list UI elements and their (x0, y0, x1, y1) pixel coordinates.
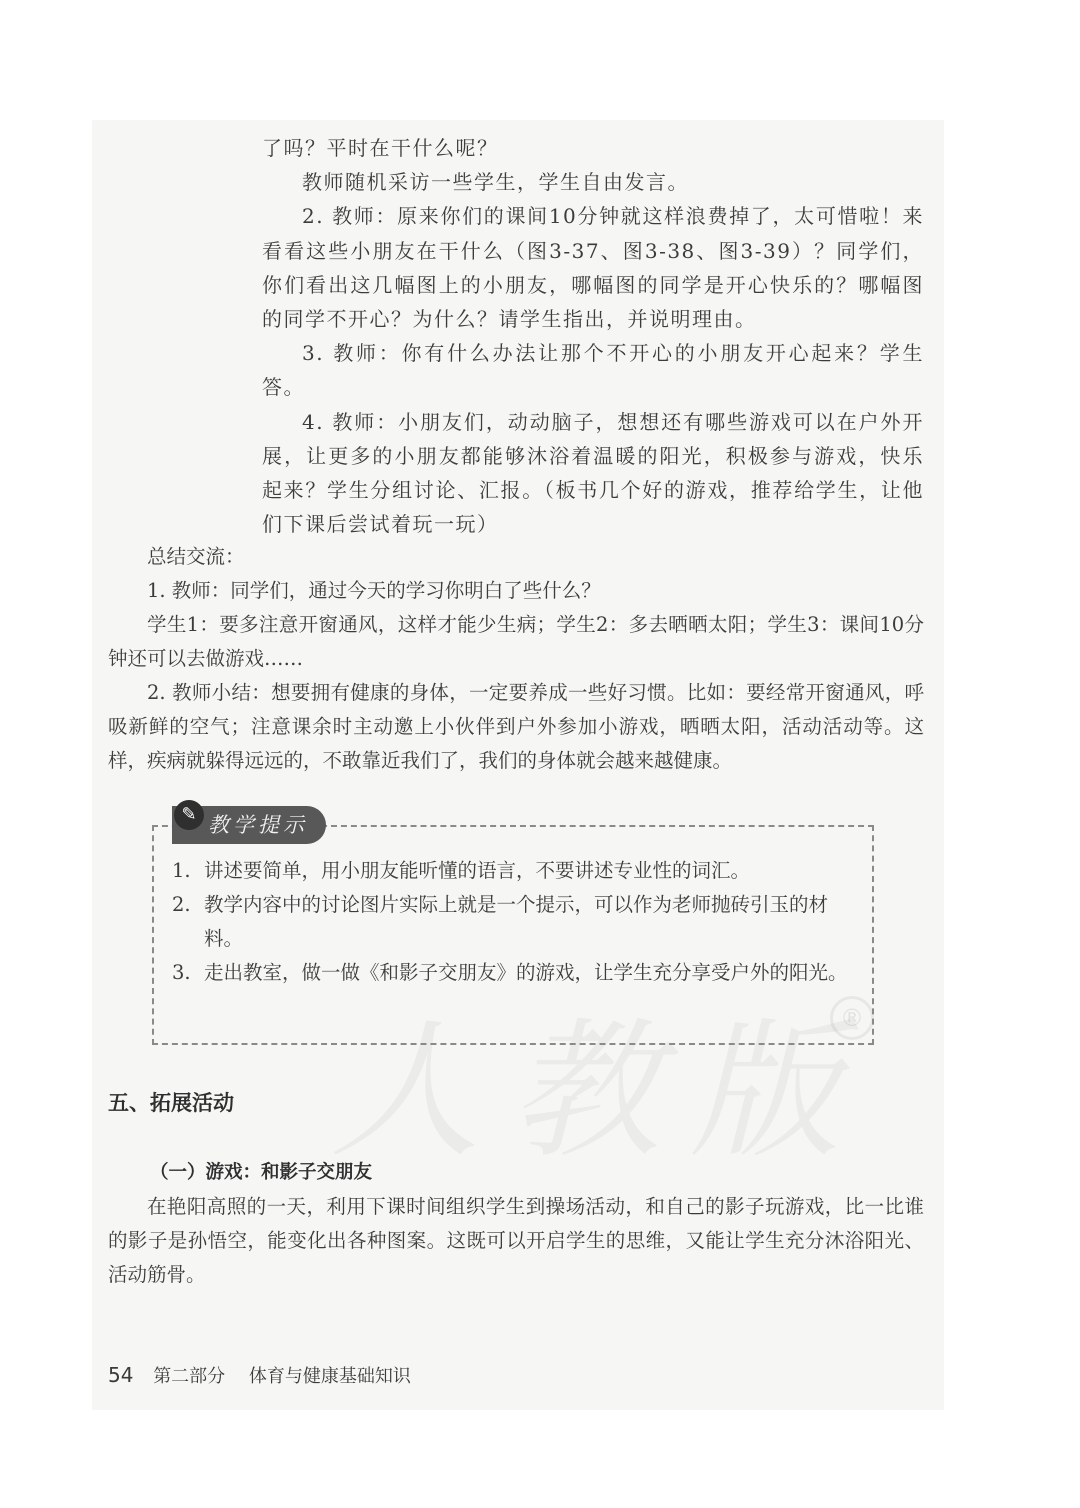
teaching-tips-list (172, 854, 858, 990)
tip-number: 2. (172, 893, 191, 916)
summary-section (108, 540, 924, 778)
tip-text: 走出教室，做一做《和影子交朋友》的游戏，让学生充分享受户外的阳光。 (204, 961, 848, 984)
teaching-process-text (262, 131, 924, 541)
tip-item (172, 956, 858, 990)
summary-paragraph: 2. 教师小结：想要拥有健康的身体，一定要养成一些好习惯。比如：要经常开窗通风，呼吸新鲜的空气；注意课余时主动邀上小伙伴到户外参加小游戏，晒晒太阳，活动活动等。这样，疾病就躲得远远的，不敢靠近我们了，我们的身体就会越来越健康。 (108, 681, 924, 772)
extension-paragraph: 在艳阳高照的一天，利用下课时间组织学生到操场活动，和自己的影子玩游戏，比一比谁的影子是孙悟空，能变化出各种图案。这既可以开启学生的思维，又能让学生充分沐浴阳光、活动筋骨。 (108, 1195, 924, 1286)
tip-text: 讲述要简单，用小朋友能听懂的语言，不要讲述专业性的词汇。 (204, 859, 751, 882)
summary-paragraph: 学生1：要多注意开窗通风，这样才能少生病；学生2：多去晒晒太阳；学生3：课间10分钟还可以去做游戏…… (108, 613, 924, 670)
footer-chapter: 体育与健康基础知识 (248, 1366, 411, 1387)
tip-item (172, 854, 858, 888)
tip-item (172, 888, 858, 956)
process-step-3: 3. 教师：你有什么办法让那个不开心的小朋友开心起来？学生答。 (262, 341, 924, 400)
page-footer (108, 1362, 411, 1388)
teaching-tips-title: 教学提示 (172, 806, 326, 844)
tip-number: 1. (172, 859, 191, 882)
process-step-4: 4. 教师：小朋友们，动动脑子，想想还有哪些游戏可以在户外开展，让更多的小朋友都能够沐浴着温暖的阳光，积极参与游戏，快乐起来？学生分组讨论、汇报。（板书几个好的游戏，推荐给学生，让他们下课后尝试着玩一玩） (262, 409, 924, 537)
summary-heading: 总结交流： (147, 545, 245, 568)
footer-part: 第二部分 (153, 1366, 226, 1387)
pencil-icon: ✎ (174, 800, 204, 830)
process-line: 了吗？平时在干什么呢？ (262, 136, 499, 160)
summary-paragraph: 1. 教师：同学们，通过今天的学习你明白了些什么？ (147, 579, 601, 602)
process-line: 教师随机采访一些学生，学生自由发言。 (302, 170, 689, 195)
tip-number: 3. (172, 961, 191, 984)
section-title: 五、拓展活动 (108, 1091, 234, 1115)
extension-paragraph-block (108, 1190, 924, 1292)
registered-mark: ® (830, 996, 874, 1040)
page-number: 54 (108, 1363, 134, 1387)
process-step-2: 2. 教师：原来你们的课间10分钟就这样浪费掉了，太可惜啦！来看看这些小朋友在干什么（图3-37、图3-38、图3-39）？同学们，你们看出这几幅图上的小朋友，哪幅图的同学是开心快乐的？哪幅图的同学不开心？为什么？请学生指出，并说明理由。 (262, 204, 924, 332)
tip-text: 教学内容中的讨论图片实际上就是一个提示，可以作为老师抛砖引玉的材料。 (204, 893, 829, 950)
sub-section-title: （一）游戏：和影子交朋友 (150, 1162, 373, 1183)
